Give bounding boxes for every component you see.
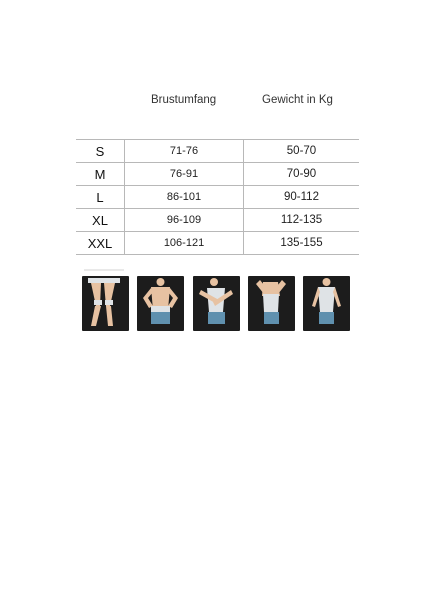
size-cell: S [76, 140, 125, 163]
chest-cell: 96-109 [125, 209, 244, 232]
table-row [76, 209, 359, 232]
chest-cell: 106-121 [125, 232, 244, 255]
table-row [76, 140, 359, 163]
size-cell: XXL [76, 232, 125, 255]
weight-cell: 135-155 [244, 232, 360, 255]
size-cell: XL [76, 209, 125, 232]
header-weight: Gewicht in Kg [262, 94, 333, 106]
chest-cell: 71-76 [125, 140, 244, 163]
header-chest: Brustumfang [151, 94, 217, 106]
table-row [76, 232, 359, 255]
faint-mark [84, 267, 124, 273]
arms-crossed-pull-up-icon [193, 276, 240, 331]
table-row [76, 163, 359, 186]
weight-cell: 90-112 [244, 186, 360, 209]
instruction-strip [82, 276, 350, 331]
chest-cell: 76-91 [125, 163, 244, 186]
size-cell: L [76, 186, 125, 209]
weight-cell: 70-90 [244, 163, 360, 186]
weight-cell: 50-70 [244, 140, 360, 163]
table-row [76, 186, 359, 209]
arms-over-head-icon [248, 276, 295, 331]
size-table [76, 139, 359, 255]
size-cell: M [76, 163, 125, 186]
legs-pulling-on-icon [82, 276, 129, 331]
pull-up-to-waist-icon [137, 276, 184, 331]
chest-cell: 86-101 [125, 186, 244, 209]
wearing-vest-icon [303, 276, 350, 331]
weight-cell: 112-135 [244, 209, 360, 232]
